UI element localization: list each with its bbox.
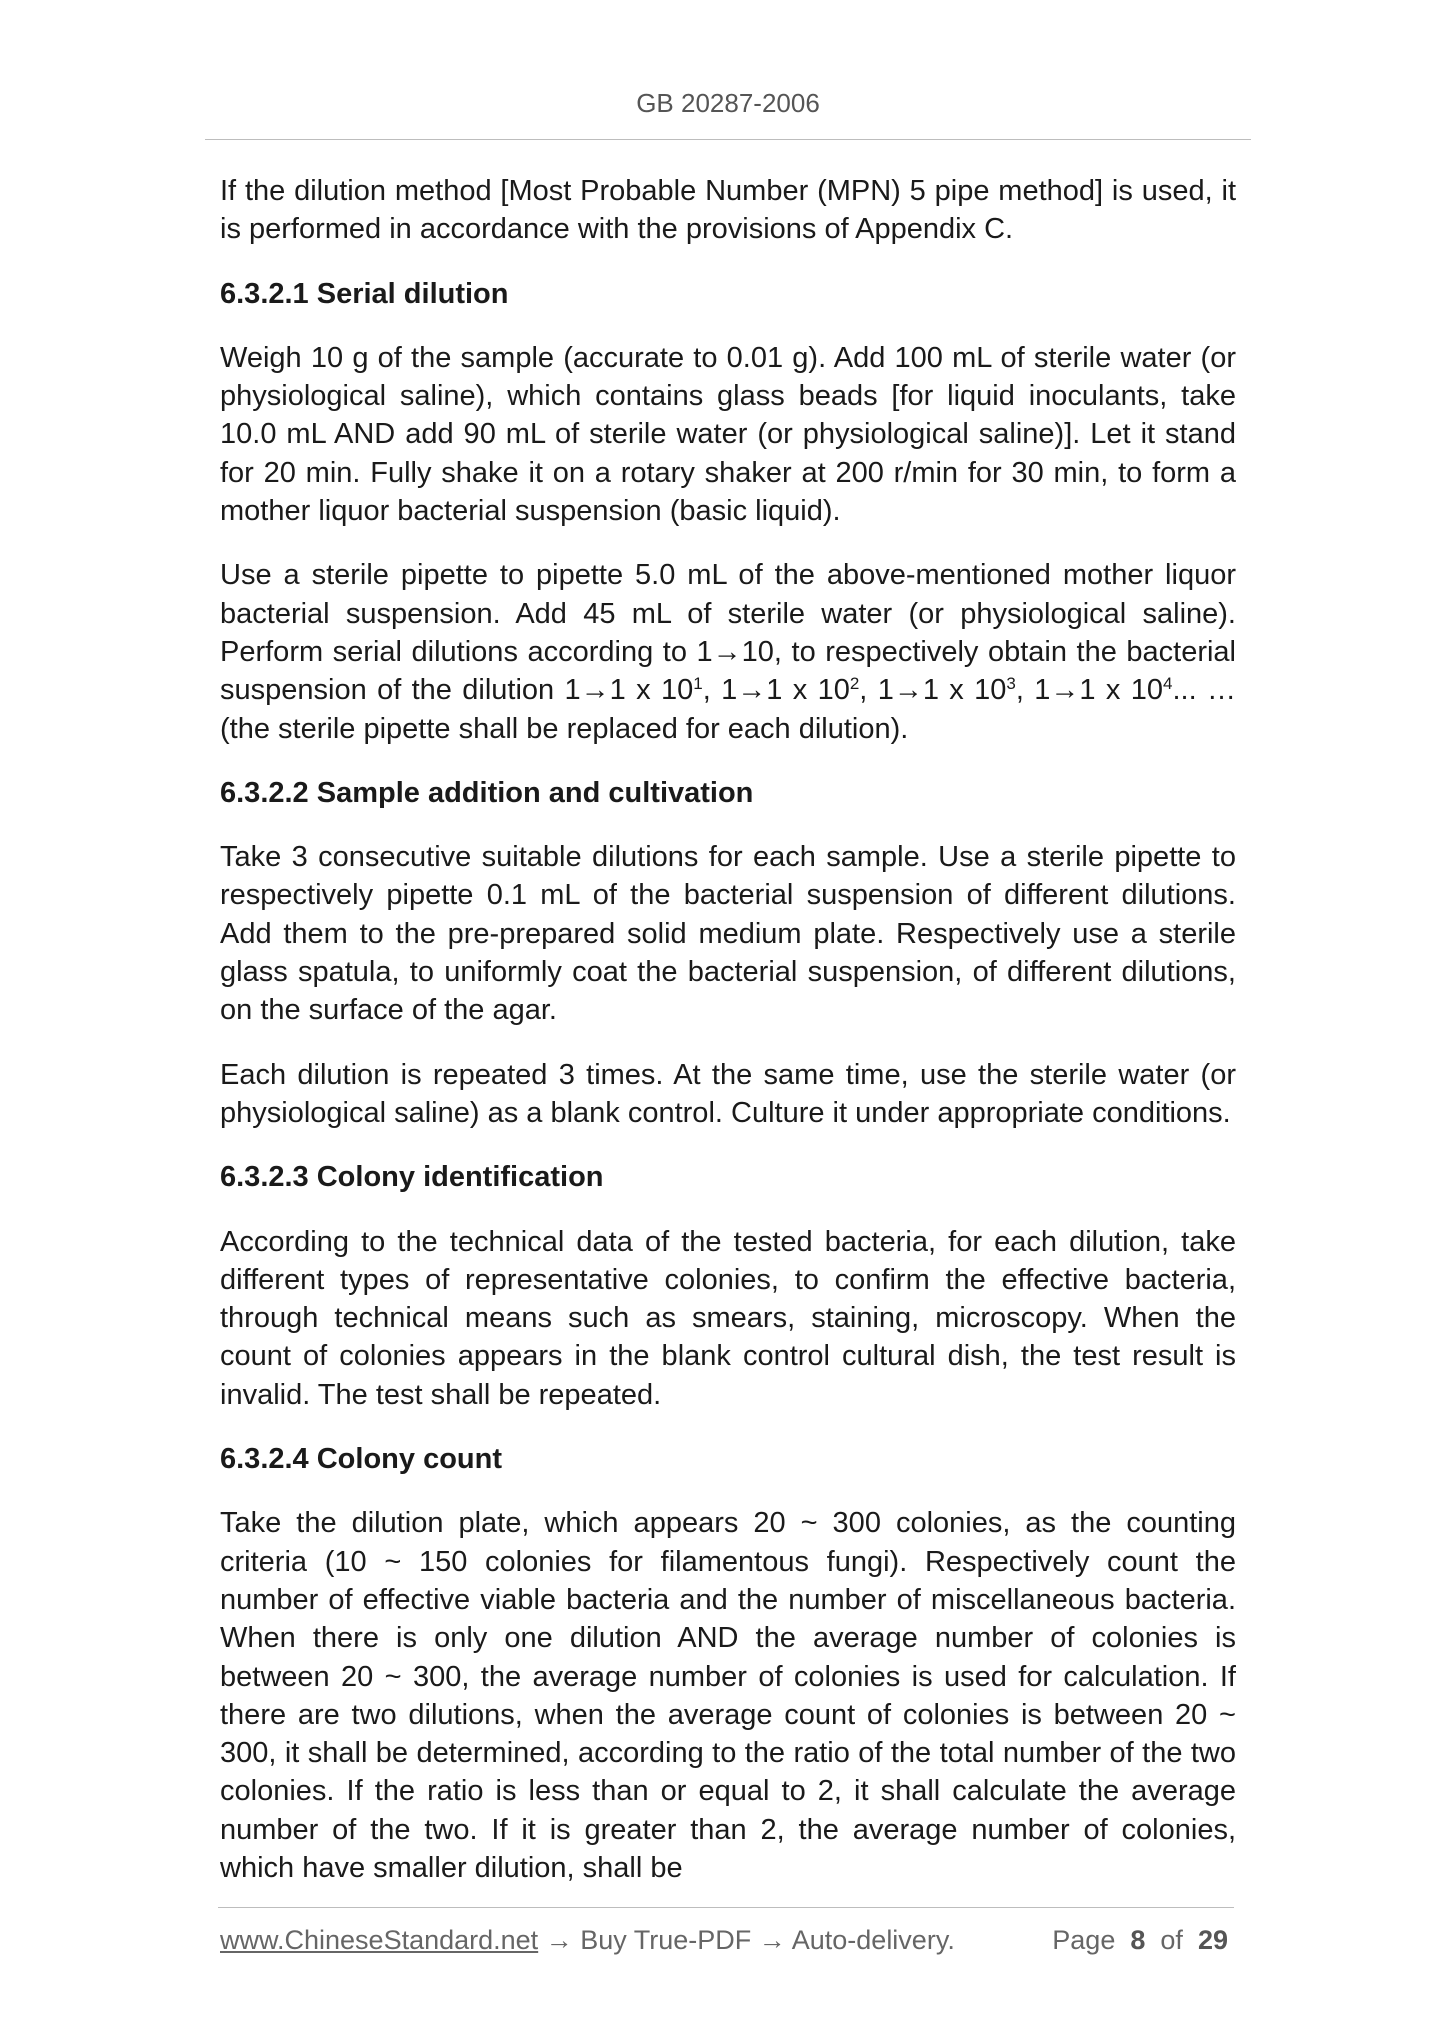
total-page-count: 29 <box>1197 1925 1228 1955</box>
serial-dilution-paragraph-2 <box>220 556 1236 747</box>
footer-promo <box>220 1925 955 1956</box>
text-run: ... … (the sterile pipette shall be replaced for each dilution). <box>220 674 1237 745</box>
document-body <box>220 172 1236 1913</box>
current-page-number: 8 <box>1130 1925 1146 1955</box>
section-heading-serial-dilution: 6.3.2.1 Serial dilution <box>220 277 509 310</box>
section-heading-colony-identification: 6.3.2.3 Colony identification <box>220 1161 604 1194</box>
text-run: Use a sterile pipette to pipette 5.0 mL of the above-mentioned mother liquor bacterial suspension. Add 45 mL of sterile water (or physiological saline). Perform serial dilutions according to 1→10, to respectively obtain the bacterial suspension of the dilution 1→1 x 10 <box>220 559 1236 707</box>
exponent: 3 <box>1006 674 1016 694</box>
footer-tagline: → Buy True-PDF → Auto-delivery. <box>538 1925 955 1955</box>
header-divider <box>205 139 1251 140</box>
section-heading-colony-count: 6.3.2.4 Colony count <box>220 1443 502 1476</box>
intro-paragraph: If the dilution method [Most Probable Number (MPN) 5 pipe method] is used, it is performed in accordance with the provisions of Appendix C. <box>220 175 1236 246</box>
page-header: GB 20287-2006 <box>636 88 820 118</box>
text-run: , 1→1 x 10 <box>1015 674 1164 707</box>
sample-addition-paragraph-1: Take 3 consecutive suitable dilutions for each sample. Use a sterile pipette to respectively pipette 0.1 mL of the bacterial suspension of different dilutions. Add them to the pre-prepared solid medium plate. Respectively use a sterile glass spatula, to uniformly coat the bacterial suspension, of different dilutions, on the surface of the agar. <box>220 841 1236 1027</box>
exponent: 4 <box>1163 674 1173 694</box>
text-run: , 1→1 x 10 <box>859 674 1007 707</box>
sample-addition-paragraph-2: Each dilution is repeated 3 times. At the same time, use the sterile water (or physiological saline) as a blank control. Culture it under appropriate conditions. <box>220 1058 1236 1129</box>
exponent: 2 <box>849 674 860 694</box>
page-indicator <box>1052 1925 1228 1956</box>
of-label: of <box>1160 1925 1183 1955</box>
section-heading-sample-addition: 6.3.2.2 Sample addition and cultivation <box>220 776 754 809</box>
serial-dilution-paragraph-1: Weigh 10 g of the sample (accurate to 0.01 g). Add 100 mL of sterile water (or physiological saline), which contains glass beads [for liquid inoculants, take 10.0 mL AND add 90 mL of sterile water (or physiological saline)]. Let it stand for 20 min. Fully shake it on a rotary shaker at 200 r/min for 30 min, to form a mother liquor bacterial suspension (basic liquid). <box>220 341 1236 528</box>
website-link[interactable]: www.ChineseStandard.net <box>220 1925 539 1955</box>
page-label: Page <box>1052 1925 1116 1955</box>
colony-count-paragraph: Take the dilution plate, which appears 20 ~ 300 colonies, as the counting criteria (10 ~ 150 colonies for filamentous fungi). Respectively count the number of effective viable bacteria and the number of miscellaneous bacteria. When there is only one dilution AND the average number of colonies is between 20 ~ 300, the average number of colonies is used for calculation. If there are two dilutions, when the average count of colonies is between 20 ~ 300, it shall be determined, according to the ratio of the total number of the two colonies. If the ratio is less than or equal to 2, it shall calculate the average number of the two. If it is greater than 2, the average number of colonies, which have smaller dilution, shall be <box>220 1507 1236 1884</box>
text-run: , 1→1 x 10 <box>702 674 850 707</box>
footer-divider <box>218 1907 1234 1908</box>
exponent: 1 <box>693 674 703 694</box>
colony-identification-paragraph: According to the technical data of the tested bacteria, for each dilution, take different types of representative colonies, to confirm the effective bacteria, through technical means such as smears, staining, microscopy. When the count of colonies appears in the blank control cultural dish, the test result is invalid. The test shall be repeated. <box>220 1225 1236 1411</box>
